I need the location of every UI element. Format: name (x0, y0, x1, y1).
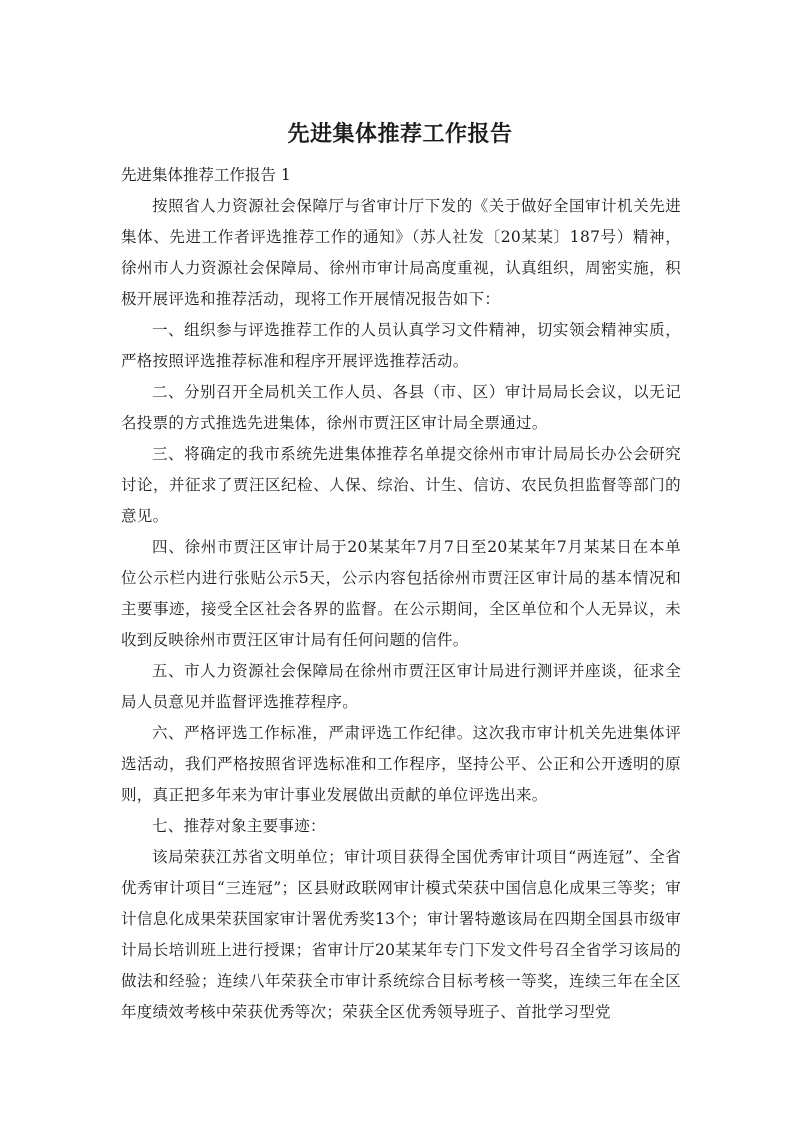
paragraph-item-4: 四、徐州市贾汪区审计局于20某某年7月7日至20某某年7月某某日在本单位公示栏内进行张贴公示5天，公示内容包括徐州市贾汪区审计局的基本情况和主要事迹，接受全区社会各界的监督。在公示期间，全区单位和个人无异议，未收到反映徐州市贾汪区审计局有任何问题的信件。 (121, 538, 681, 649)
paragraph-item-6: 六、严格评选工作标准，严肃评选工作纪律。这次我市审计机关先进集体评选活动，我们严格按照省评选标准和工作程序，坚持公平、公正和公开透明的原则，真正把多年来为审计事业发展做出贡献的单位评选出来。 (121, 724, 681, 804)
paragraph-item-1: 一、组织参与评选推荐工作的人员认真学习文件精神，切实领会精神实质，严格按照评选推荐标准和程序开展评选推荐活动。 (121, 321, 681, 370)
paragraph-item-2: 二、分别召开全局机关工作人员、各县（市、区）审计局局长会议，以无记名投票的方式推选先进集体，徐州市贾汪区审计局全票通过。 (121, 383, 681, 432)
document-body (121, 160, 681, 1028)
paragraph-intro: 按照省人力资源社会保障厅与省审计厅下发的《关于做好全国审计机关先进集体、先进工作者评选推荐工作的通知》（苏人社发〔20某某〕187号）精神，徐州市人力资源社会保障局、徐州市审计局高度重视，认真组织，周密实施，积极开展评选和推荐活动，现将工作开展情况报告如下： (121, 197, 681, 308)
paragraph-item-5: 五、市人力资源社会保障局在徐州市贾汪区审计局进行测评并座谈，征求全局人员意见并监督评选推荐程序。 (121, 662, 681, 711)
paragraph-item-3: 三、将确定的我市系统先进集体推荐名单提交徐州市审计局局长办公会研究讨论，并征求了贾汪区纪检、人保、综治、计生、信访、农民负担监督等部门的意见。 (121, 445, 681, 525)
document-subtitle: 先进集体推荐工作报告 1 (121, 166, 291, 184)
paragraph-item-7: 七、推荐对象主要事迹： (152, 817, 326, 835)
document-title: 先进集体推荐工作报告 (287, 122, 513, 147)
paragraph-achievements: 该局荣获江苏省文明单位；审计项目获得全国优秀审计项目“两连冠”、全省优秀审计项目“三连冠”；区县财政联网审计模式荣获中国信息化成果三等奖；审计信息化成果荣获国家审计署优秀奖13个；审计署特邀该局在四期全国县市级审计局长培训班上进行授课；省审计厅20某某年专门下发文件号召全省学习该局的做法和经验；连续八年荣获全市审计系统综合目标考核一等奖，连续三年在全区年度绩效考核中荣获优秀等次；荣获全区优秀领导班子、首批学习型党 (121, 848, 681, 1021)
